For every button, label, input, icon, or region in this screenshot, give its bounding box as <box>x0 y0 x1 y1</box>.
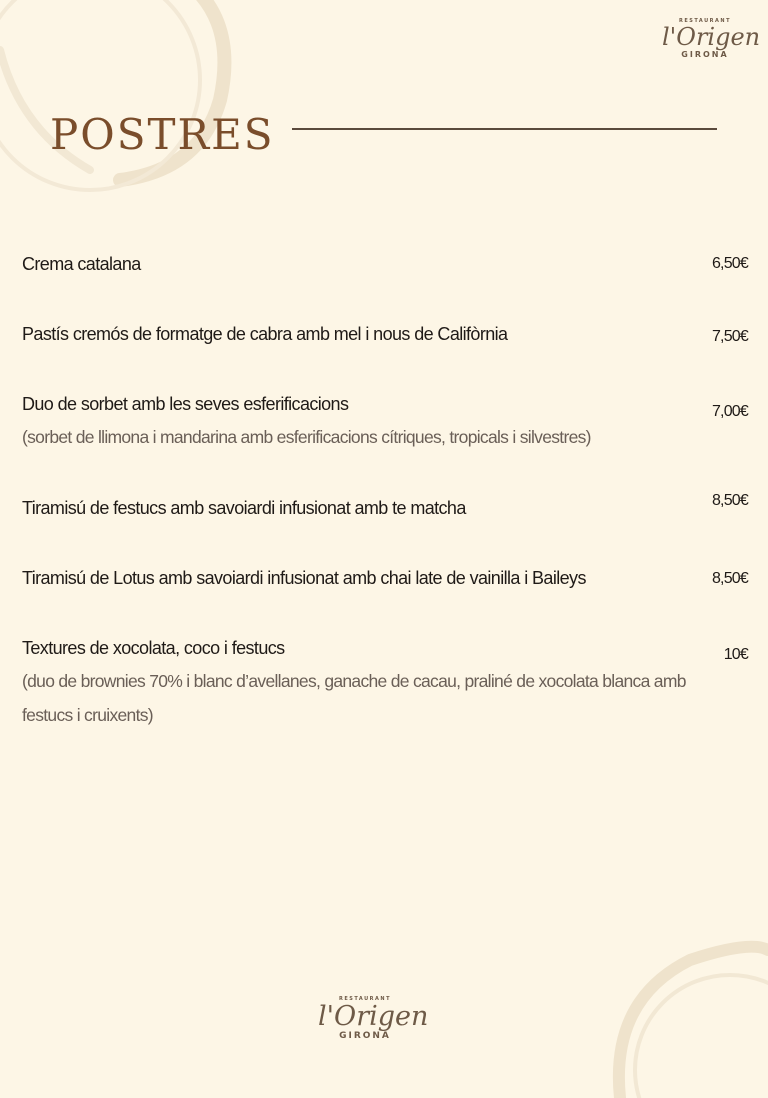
menu-item-price: 7,50€ <box>711 328 748 345</box>
menu-item-price: 6,50€ <box>711 255 748 272</box>
menu-item-name: Textures de xocolata, coco i festucs <box>22 638 285 658</box>
restaurant-logo-footer <box>318 996 429 1041</box>
menu-item-name: Crema catalana <box>22 254 141 274</box>
menu-item <box>22 394 748 454</box>
page-title: POSTRES <box>50 110 275 159</box>
menu-item-price: 8,50€ <box>711 492 748 509</box>
menu-item-price: 8,50€ <box>711 570 748 587</box>
restaurant-logo <box>662 18 761 59</box>
logo-city: GIRONA <box>681 50 729 59</box>
menu-item-description: (duo de brownies 70% i blanc d’avellanes, ganache de cacau, praliné de xocolata blanca amb festucs i cruixents) <box>22 671 686 725</box>
menu-item-name: Duo de sorbet amb les seves esferificacions <box>22 394 349 414</box>
logo-name: l'Origen <box>662 23 761 51</box>
title-divider <box>292 128 717 130</box>
logo-restaurant-label: RESTAURANT <box>679 18 731 24</box>
menu-item <box>22 324 748 345</box>
menu-item-name: Pastís cremós de formatge de cabra amb mel i nous de Califòrnia <box>22 324 508 344</box>
menu-item-name: Tiramisú de festucs amb savoiardi infusionat amb te matcha <box>22 498 466 518</box>
menu-item-price: 10€ <box>723 646 748 663</box>
menu-item <box>22 568 748 589</box>
logo-restaurant-label: RESTAURANT <box>339 996 391 1002</box>
menu-item <box>22 492 748 519</box>
menu-item-name: Tiramisú de Lotus amb savoiardi infusionat amb chai late de vainilla i Baileys <box>22 568 586 588</box>
logo-city: GIRONA <box>339 1031 391 1041</box>
menu-item <box>22 254 748 275</box>
menu-item <box>22 638 748 732</box>
coffee-stain-decoration-bottom <box>600 930 768 1098</box>
logo-name: l'Origen <box>318 1001 429 1032</box>
menu-item-description: (sorbet de llimona i mandarina amb esferificacions cítriques, tropicals i silvestres) <box>22 427 591 447</box>
menu-item-price: 7,00€ <box>711 403 748 420</box>
